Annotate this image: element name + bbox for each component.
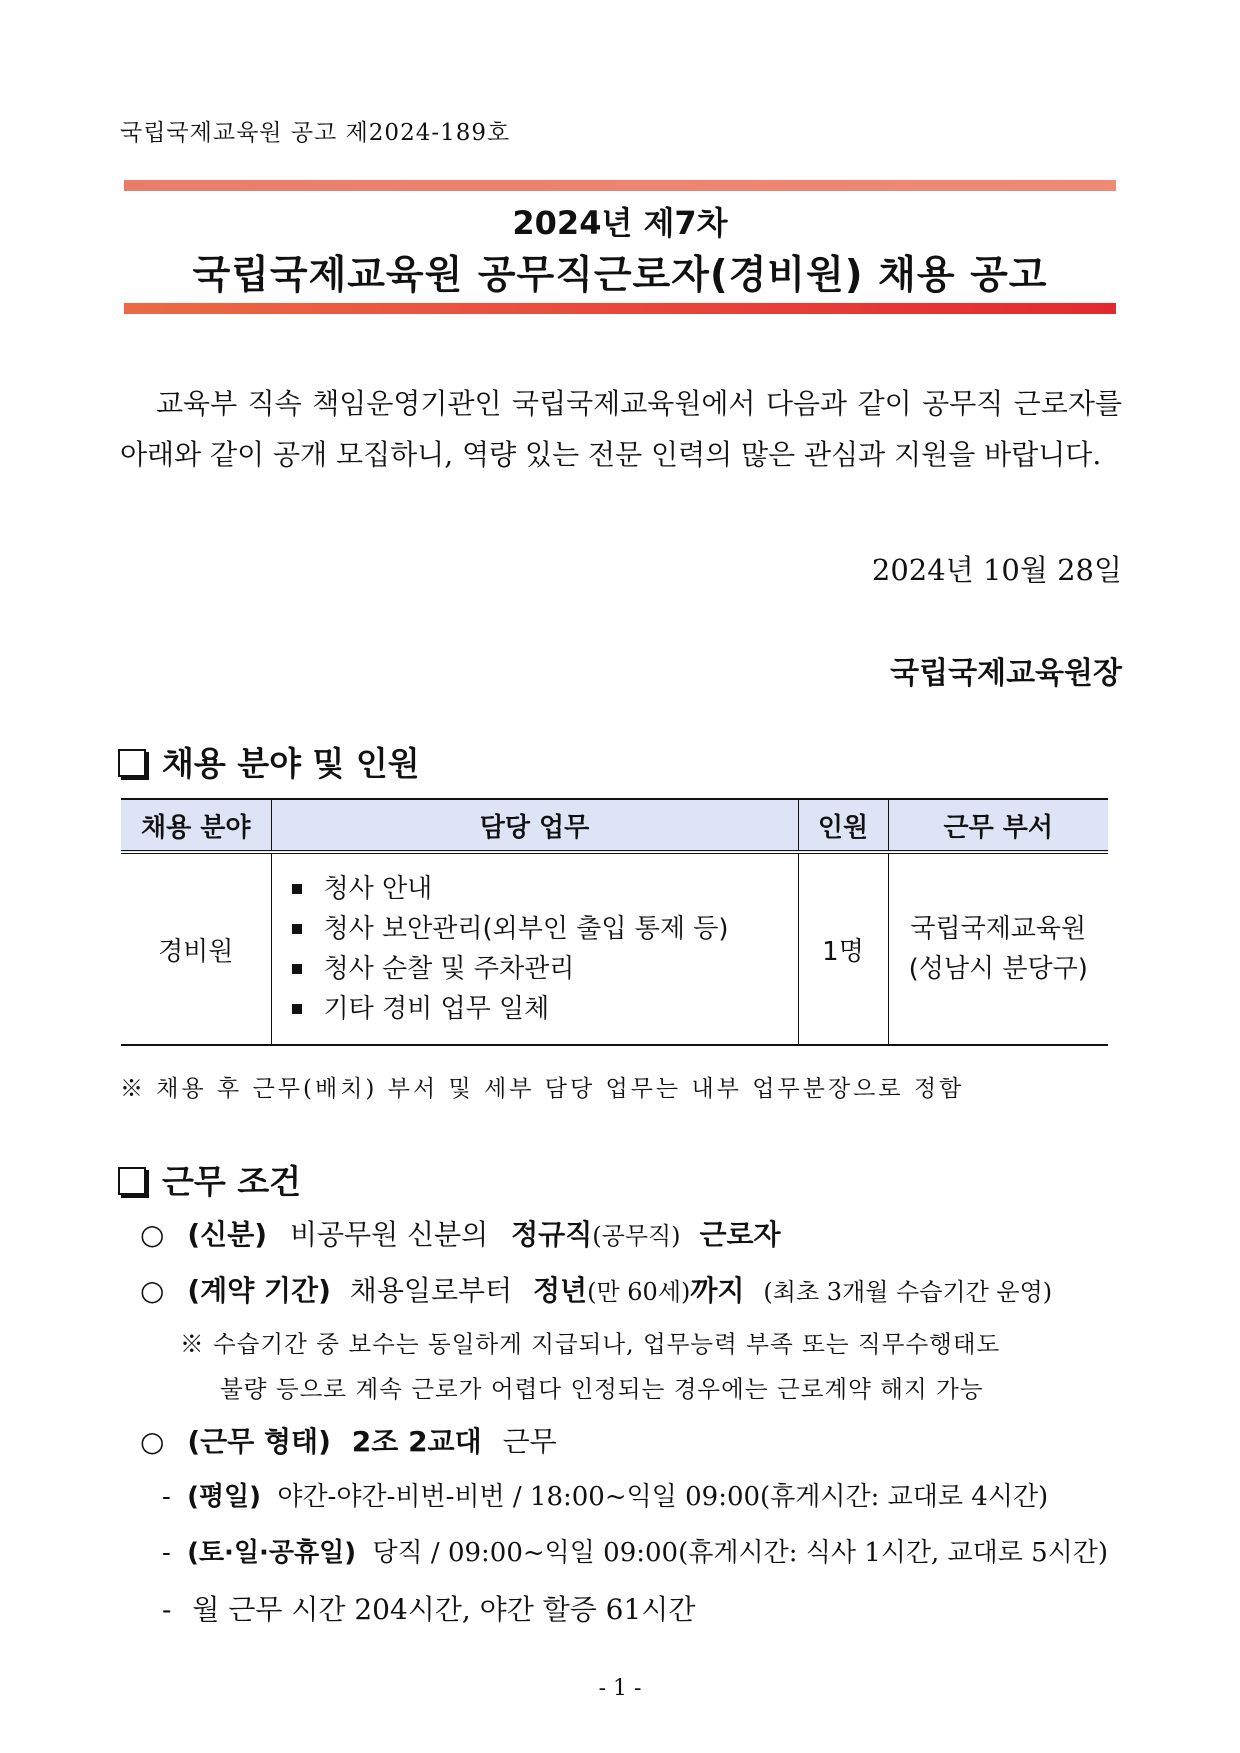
condition-text: 월 근무 시간 204시간, 야간 할증 61시간	[192, 1593, 696, 1626]
header-count: 인원	[798, 799, 888, 852]
condition-label: (계약 기간)	[187, 1274, 331, 1307]
duty-text: 청사 보안관리(외부인 출입 통제 등)	[323, 914, 729, 944]
condition-type	[140, 1420, 557, 1460]
square-bullet-icon	[292, 924, 302, 934]
cell-field: 경비원	[121, 852, 271, 1045]
note-text: 수습기간 중 보수는 동일하게 지급되나, 업무능력 부족 또는 직무수행태도	[212, 1330, 1001, 1358]
dept-line-1: 국립국제교육원	[910, 914, 1087, 944]
title-bar-top	[124, 180, 1116, 191]
probation-note	[180, 1322, 1120, 1412]
condition-text: 근무	[502, 1425, 557, 1458]
square-bullet-icon	[292, 964, 302, 974]
intro-text: 교육부 직속 책임운영기관인 국립국제교육원에서 다음과 같이 공무직 근로자를 아래와 같이 공개 모집하니, 역량 있는 전문 인력의 많은 관심과 지원을 바랍니다.	[120, 387, 1122, 471]
square-bullet-icon	[292, 884, 302, 894]
duty-item	[292, 949, 797, 989]
recruitment-table	[121, 798, 1108, 1046]
probation-note-line-1	[180, 1322, 1120, 1367]
table-header-row	[121, 799, 1108, 852]
duty-text: 기타 경비 업무 일체	[323, 994, 550, 1024]
circle-bullet: ○	[140, 1274, 165, 1307]
dash-bullet: -	[162, 1482, 171, 1512]
cell-count: 1명	[798, 852, 888, 1045]
section-heading-recruitment	[118, 738, 420, 785]
header-field: 채용 분야	[121, 799, 271, 852]
cell-dept	[888, 852, 1108, 1045]
condition-weekday	[162, 1476, 1048, 1513]
notice-date: 2024년 10월 28일	[871, 553, 1122, 587]
condition-extra: (최초 3개월 수습기간 운영)	[763, 1278, 1053, 1306]
duty-item	[292, 909, 797, 949]
section-heading-text: 채용 분야 및 인원	[162, 744, 420, 783]
dept-line-2: (성남시 분당구)	[908, 954, 1088, 984]
circle-bullet: ○	[140, 1425, 165, 1458]
condition-holiday	[162, 1532, 1108, 1569]
condition-emphasis: 정년	[533, 1274, 588, 1307]
condition-label: (평일)	[187, 1482, 262, 1512]
duty-item	[292, 869, 797, 909]
intro-paragraph	[120, 378, 1122, 480]
duty-text: 청사 안내	[323, 874, 433, 904]
table-note: ※ 채용 후 근무(배치) 부서 및 세부 담당 업무는 내부 업무분장으로 정함	[120, 1076, 965, 1102]
condition-hours	[162, 1588, 695, 1628]
dash-bullet: -	[162, 1538, 171, 1568]
condition-emphasis: 2조 2교대	[351, 1425, 482, 1458]
cell-duties	[271, 852, 798, 1045]
condition-text: 비공무원 신분의	[289, 1218, 489, 1251]
condition-label: (근무 형태)	[187, 1425, 331, 1458]
square-bullet-icon	[292, 1004, 302, 1014]
duty-item	[292, 989, 797, 1029]
condition-paren: (만 60세)	[587, 1278, 691, 1306]
condition-emphasis: 까지	[690, 1274, 745, 1307]
section-heading-text: 근무 조건	[162, 1162, 302, 1201]
probation-note-line-2: 불량 등으로 계속 근로가 어렵다 인정되는 경우에는 근로계약 해지 가능	[220, 1375, 984, 1403]
condition-paren: (공무직)	[592, 1222, 681, 1250]
header-duties: 담당 업무	[271, 799, 798, 852]
title-line-2: 국립국제교육원 공무직근로자(경비원) 채용 공고	[192, 253, 1048, 298]
condition-text: 야간-야간-비번-비번 / 18:00~익일 09:00(휴게시간: 교대로 4시간)	[277, 1482, 1049, 1512]
condition-text: 당직 / 09:00~익일 09:00(휴게시간: 식사 1시간, 교대로 5시간)	[372, 1538, 1109, 1568]
condition-emphasis: 근로자	[699, 1218, 781, 1251]
page-number: - 1 -	[598, 1676, 642, 1701]
condition-status	[140, 1213, 781, 1253]
section-heading-conditions	[118, 1156, 301, 1203]
condition-period	[140, 1269, 1052, 1309]
notice-number: 국립국제교육원 공고 제2024-189호	[120, 120, 511, 146]
checkbox-square-icon	[118, 1167, 146, 1195]
title-bar-bottom	[124, 303, 1116, 314]
condition-label: (토·일·공휴일)	[187, 1538, 357, 1568]
signer: 국립국제교육원장	[890, 656, 1122, 691]
duty-text: 청사 순찰 및 주차관리	[323, 954, 575, 984]
note-mark: ※	[180, 1330, 205, 1358]
checkbox-square-icon	[118, 749, 146, 777]
header-dept: 근무 부서	[888, 799, 1108, 852]
circle-bullet: ○	[140, 1218, 165, 1251]
condition-label: (신분)	[187, 1218, 268, 1251]
dash-bullet: -	[162, 1593, 172, 1626]
condition-text: 채용일로부터	[349, 1274, 513, 1307]
title-line-1: 2024년 제7차	[512, 204, 728, 242]
table-row	[121, 852, 1108, 1045]
condition-emphasis: 정규직	[511, 1218, 593, 1251]
